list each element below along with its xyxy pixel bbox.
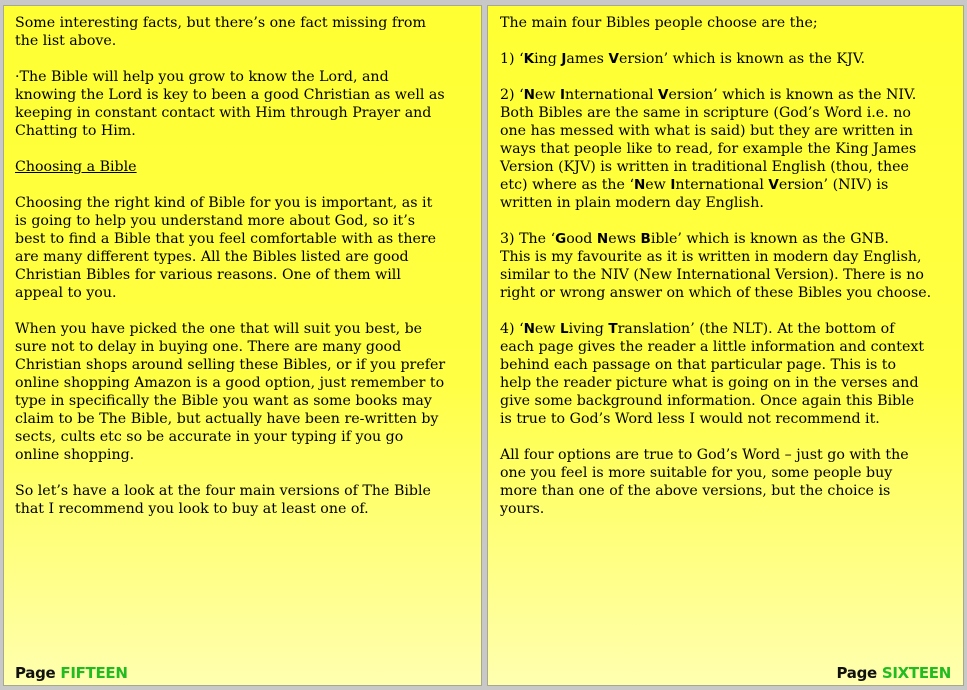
page-label: Page <box>15 664 56 682</box>
initial-letter: K <box>523 51 535 67</box>
initial-letter: B <box>640 231 651 247</box>
word-rest: ew <box>534 87 560 103</box>
text-line: The main four Bibles people choose are the; <box>500 15 818 31</box>
text-line: Chatting to Him. <box>15 123 136 139</box>
word-rest: ersion’ (NIV) is <box>778 177 889 193</box>
paragraph-closing <box>500 446 931 518</box>
text-line: is going to help you understand more about God, so it’s <box>15 213 415 229</box>
word-rest: nternational <box>675 177 769 193</box>
text-line: online shopping. <box>15 447 135 463</box>
text-line: more than one of the above versions, but the choice is <box>500 483 891 499</box>
section-heading-choosing-bible <box>15 158 445 176</box>
text-line: right or wrong answer on which of these Bibles you choose. <box>500 285 932 301</box>
word-rest: ing <box>534 51 562 67</box>
initial-letter: I <box>559 87 565 103</box>
page-number: FIFTEEN <box>60 664 128 682</box>
word-rest: ews <box>608 231 641 247</box>
text-line: Christian shops around selling these Bibles, or if you prefer <box>15 357 446 373</box>
word-rest: iving <box>568 321 609 337</box>
paragraph-choosing <box>15 194 445 302</box>
page-fifteen <box>3 5 482 686</box>
text-line: appeal to you. <box>15 285 117 301</box>
initial-letter: L <box>559 321 569 337</box>
item-prefix: 2) ‘ <box>500 87 524 103</box>
text-line: Both Bibles are the same in scripture (God’s Word i.e. no <box>500 105 911 121</box>
page-number: SIXTEEN <box>881 664 951 682</box>
word-rest: ersion’ which is known as the NIV. <box>668 87 917 103</box>
heading-text: Choosing a Bible <box>15 159 137 175</box>
word-rest: nternational <box>565 87 659 103</box>
text-line: one you feel is more suitable for you, some people buy <box>500 465 893 481</box>
text-line: type in specifically the Bible you want as some books may <box>15 393 432 409</box>
text-line: sure not to delay in buying one. There are many good <box>15 339 402 355</box>
word-rest: ew <box>534 321 560 337</box>
initial-letter: N <box>596 231 609 247</box>
word-rest: ranslation’ (the NLT). At the bottom of <box>617 321 895 337</box>
paragraph-missing-fact <box>15 14 445 50</box>
text-line: knowing the Lord is key to been a good Christian as well as <box>15 87 445 103</box>
text-line: sects, cults etc so be accurate in your typing if you go <box>15 429 404 445</box>
text-line: one has messed with what is said) but they are written in <box>500 123 914 139</box>
page-sixteen-body <box>500 14 931 536</box>
page-footer <box>15 664 128 682</box>
word-rest: ible’ which is known as the GNB. <box>650 231 889 247</box>
item-prefix: 1) ‘ <box>500 51 524 67</box>
text-line: So let’s have a look at the four main versions of The Bible <box>15 483 431 499</box>
initial-letter: I <box>670 177 676 193</box>
word-rest: ood <box>566 231 597 247</box>
list-item-kjv <box>500 50 931 68</box>
page-sixteen <box>487 5 964 686</box>
text-line: ·The Bible will help you grow to know the Lord, and <box>15 69 389 85</box>
item-prefix: 4) ‘ <box>500 321 524 337</box>
text-line: are many different types. All the Bibles listed are good <box>15 249 409 265</box>
text-line: Version (KJV) is written in traditional English (thou, thee <box>500 159 909 175</box>
initial-letter: N <box>523 87 535 103</box>
text-line: When you have picked the one that will suit you best, be <box>15 321 423 337</box>
text-line: keeping in constant contact with Him through Prayer and <box>15 105 432 121</box>
list-item-nlt <box>500 320 931 428</box>
text-line: Christian Bibles for various reasons. One of them will <box>15 267 401 283</box>
text-line: is true to God’s Word less I would not recommend it. <box>500 411 880 427</box>
paragraph-four-versions <box>15 482 445 518</box>
item-prefix: 3) The ‘ <box>500 231 556 247</box>
initial-letter: V <box>768 177 779 193</box>
text-line: ways that people like to read, for example the King James <box>500 141 917 157</box>
paragraph-intro <box>500 14 931 32</box>
text-line: Choosing the right kind of Bible for you is important, as it <box>15 195 433 211</box>
page-footer <box>836 664 951 682</box>
text-line: Some interesting facts, but there’s one fact missing from <box>15 15 426 31</box>
initial-letter: N <box>633 177 646 193</box>
initial-letter: J <box>561 51 567 67</box>
initial-letter: N <box>523 321 535 337</box>
text-line: best to find a Bible that you feel comfortable with as there <box>15 231 437 247</box>
list-item-niv <box>500 86 931 212</box>
text-line: online shopping Amazon is a good option, just remember to <box>15 375 445 391</box>
paragraph-buying <box>15 320 445 464</box>
page-label: Page <box>836 664 877 682</box>
initial-letter: T <box>608 321 618 337</box>
text-line: written in plain modern day English. <box>500 195 764 211</box>
initial-letter: V <box>608 51 619 67</box>
page-fifteen-body <box>15 14 445 536</box>
word-rest: ersion’ which is known as the KJV. <box>618 51 865 67</box>
text-line: All four options are true to God’s Word – just go with the <box>500 447 909 463</box>
initial-letter: V <box>658 87 669 103</box>
list-item-gnb <box>500 230 931 302</box>
text-line: give some background information. Once again this Bible <box>500 393 915 409</box>
text-line: that I recommend you look to buy at least one of. <box>15 501 369 517</box>
text-line: claim to be The Bible, but actually have been re-written by <box>15 411 439 427</box>
text-line: yours. <box>500 501 545 517</box>
word-rest: ames <box>566 51 609 67</box>
text-line: the list above. <box>15 33 117 49</box>
paragraph-grow-to-know-lord <box>15 68 445 140</box>
text-line: behind each passage on that particular page. This is to <box>500 357 897 373</box>
text-line: similar to the NIV (New International Version). There is no <box>500 267 924 283</box>
text-line: This is my favourite as it is written in modern day English, <box>500 249 922 265</box>
word-rest: ew <box>645 177 671 193</box>
text-line: help the reader picture what is going on in the verses and <box>500 375 919 391</box>
text-line: each page gives the reader a little information and context <box>500 339 925 355</box>
initial-letter: G <box>555 231 567 247</box>
text-fragment: etc) where as the ‘ <box>500 177 634 193</box>
